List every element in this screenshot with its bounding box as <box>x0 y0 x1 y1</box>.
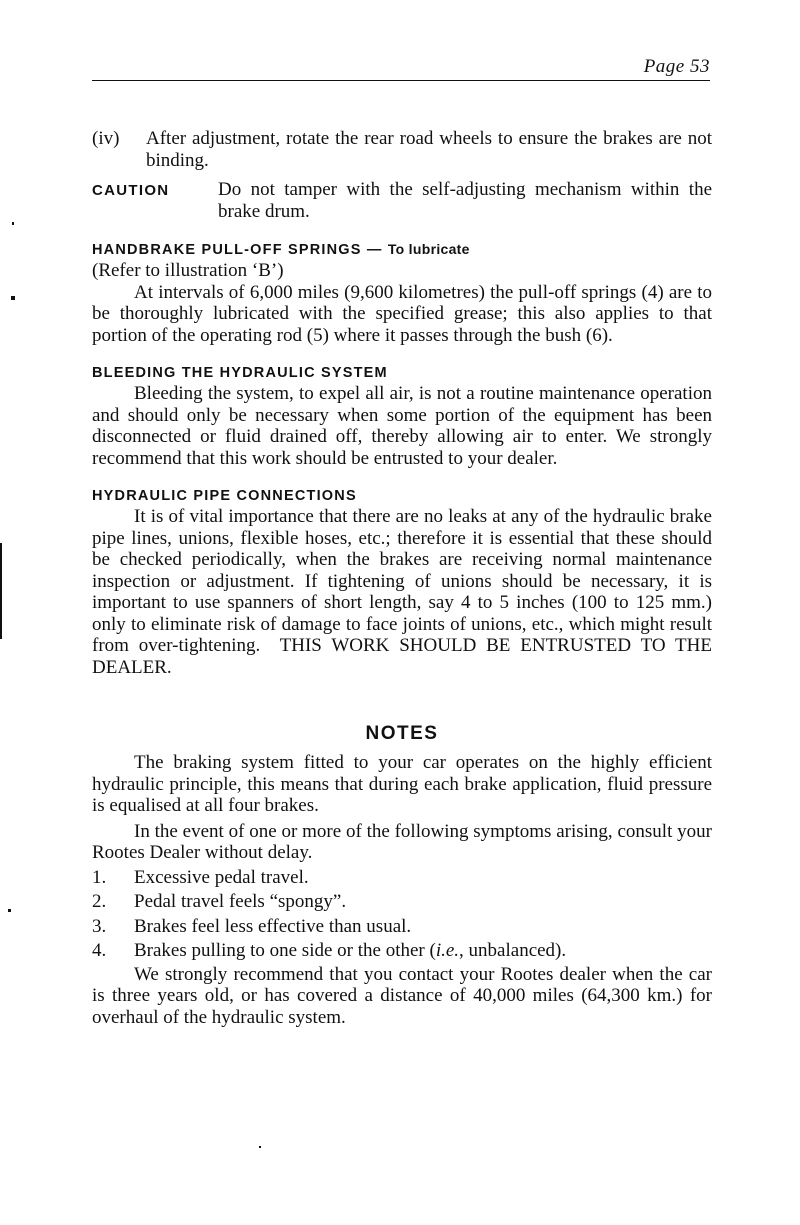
item-number: 4. <box>92 940 107 961</box>
caution-text: Do not tamper with the self-adjusting mechanism within the brake drum. <box>218 179 712 222</box>
section-bleeding <box>92 363 712 469</box>
item-number: 3. <box>92 915 107 937</box>
notes-section <box>92 722 712 1028</box>
scan-mark <box>8 909 11 912</box>
item-text: Pedal travel feels “spongy”. <box>134 891 347 912</box>
symptom-item <box>92 866 712 891</box>
symptom-item <box>92 915 712 940</box>
section-paragraph: At intervals of 6,000 miles (9,600 kilometres) the pull-off springs (4) are to be thoroughly lubricated with the specified grease; this also applies to that portion of the operating rod (5) where it passes through the bush (6). <box>92 281 712 346</box>
section-heading <box>92 239 712 260</box>
step-label: (iv) <box>92 128 120 149</box>
caution-note <box>92 179 712 222</box>
caution-label: CAUTION <box>92 182 170 199</box>
item-text: Excessive pedal travel. <box>134 866 309 888</box>
illustration-reference: (Refer to illustration ‘B’) <box>92 260 284 281</box>
item-text <box>134 939 712 964</box>
section-pipe-connections <box>92 486 712 678</box>
item-text-part: Brakes pulling to one side or the other ( <box>134 940 436 961</box>
symptom-item <box>92 890 712 915</box>
header-rule <box>92 80 710 81</box>
section-paragraph: Bleeding the system, to expel all air, is not a routine maintenance operation and should only be necessary when some portion of the equipment has been disconnected or fluid drained off, thereby allowing air to enter. We strongly recommend that this work should be entrusted to your dealer. <box>92 383 712 469</box>
notes-title: NOTES <box>365 723 439 744</box>
item-text-part: , unbalanced). <box>459 940 567 961</box>
notes-paragraph: We strongly recommend that you contact your Rootes dealer when the car is three years old, or has covered a distance of 40,000 miles (64,300 km.) for overhaul of the hydraulic system. <box>92 963 712 1028</box>
step-text: After adjustment, rotate the rear road wheels to ensure the brakes are not binding. <box>146 128 712 171</box>
scan-mark <box>11 296 15 300</box>
paragraph-text: It is of vital importance that there are no leaks at any of the hydraulic brake pipe lines, unions, flexible hoses, etc.; therefore it is essential that these should be checked periodically, when the brakes are receiving normal maintenance inspection or adjustment. If tightening of unions should be necessary, it is important to use spanners of short length, say 4 to 5 inches (100 to 125 mm.) only to eliminate risk of damage to face joints of unions, etc., which might result from over-tightening. <box>92 506 712 656</box>
heading-text: HANDBRAKE PULL-OFF SPRINGS <box>92 242 362 258</box>
scan-mark <box>259 1146 261 1148</box>
item-text-italic: i.e. <box>435 940 460 961</box>
margin-bar <box>0 543 2 639</box>
symptom-list <box>92 866 712 964</box>
notes-paragraph: The braking system fitted to your car operates on the highly efficient hydraulic principle, this means that during each brake application, fluid pressure is equalised at all four brakes. <box>92 752 712 816</box>
heading-subtitle: To lubricate <box>387 241 470 257</box>
item-number: 1. <box>92 866 107 888</box>
item-text: Brakes feel less effective than usual. <box>134 915 412 937</box>
symptom-item <box>92 939 712 964</box>
paragraph-emphasis: THIS WORK SHOULD BE ENTRUSTED TO THE DEALER. <box>92 635 712 678</box>
page-number: Page 53 <box>643 56 710 77</box>
heading-dash: — <box>361 242 388 258</box>
page-content <box>92 128 712 1028</box>
section-heading: HYDRAULIC PIPE CONNECTIONS <box>92 488 357 504</box>
item-number: 2. <box>92 891 107 912</box>
adjustment-step <box>92 128 712 171</box>
section-handbrake-springs <box>92 239 712 346</box>
scan-mark <box>12 222 14 225</box>
section-paragraph <box>92 506 712 678</box>
section-heading: BLEEDING THE HYDRAULIC SYSTEM <box>92 365 388 381</box>
notes-paragraph: In the event of one or more of the following symptoms arising, consult your Rootes Dealer without delay. <box>92 820 712 863</box>
